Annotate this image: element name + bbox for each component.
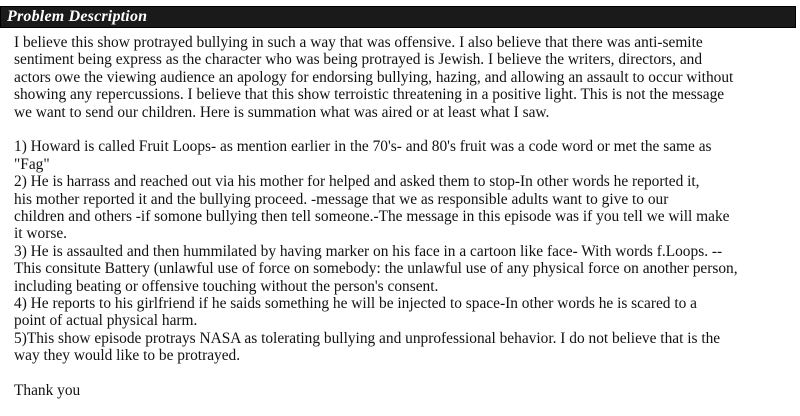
list-line: 5)This show episode protrays NASA as tolerating bullying and unprofessional behavior. I do not believe that is the — [14, 329, 721, 347]
intro-line: showing any repercussions. I believe that this show terroistic threatening in a positive light. This is not the message — [14, 86, 725, 104]
section-title: Problem Description — [7, 8, 148, 25]
list-line: way they would like to be protrayed. — [14, 347, 241, 365]
list-line: children and others -if somone bullying then tell someone.-The message in this episode was if you tell we will make — [14, 208, 730, 226]
list-line: his mother reported it and the bullying proceed. -message that we as responsible adults want to give to our — [14, 190, 669, 208]
intro-line: I believe this show protrayed bullying in such a way that was offensive. I also believe that there was anti-semite — [14, 34, 703, 51]
list-line: 2) He is harrass and reached out via his mother for helped and asked them to stop-In other words he reported it, — [14, 173, 700, 191]
intro-line: actors owe the viewing audience an apology for endorsing bullying, hazing, and allowing an assault to occur without — [14, 68, 734, 86]
numbered-list — [14, 138, 794, 364]
list-line: point of actual physical harm. — [14, 312, 198, 330]
intro-paragraph — [14, 34, 794, 121]
list-line: 1) Howard is called Fruit Loops- as mention earlier in the 70's- and 80's fruit was a code word or met the same as — [14, 138, 712, 156]
intro-line: we want to send our children. Here is summation what was aired or at least what I saw. — [14, 103, 550, 121]
list-line: 4) He reports to his girlfriend if he saids something he will be injected to space-In other words he is scared to a — [14, 295, 697, 313]
closing-line: Thank you — [14, 382, 81, 400]
list-line: "Fag" — [14, 155, 50, 173]
list-line: This consitute Battery (unlawful use of force on somebody: the unlawful use of any physical force on another person, — [14, 260, 738, 278]
list-line: 3) He is assaulted and then hummilated by having marker on his face in a cartoon like face- With words f.Loops. -- — [14, 242, 723, 260]
list-line: it worse. — [14, 225, 68, 243]
list-line: including beating or offensive touching without the person's consent. — [14, 277, 439, 295]
intro-line: sentiment being express as the character who was being protrayed is Jewish. I believe the writers, directors, and — [14, 51, 703, 69]
problem-description-body — [14, 34, 794, 400]
section-header-bar — [0, 6, 796, 28]
